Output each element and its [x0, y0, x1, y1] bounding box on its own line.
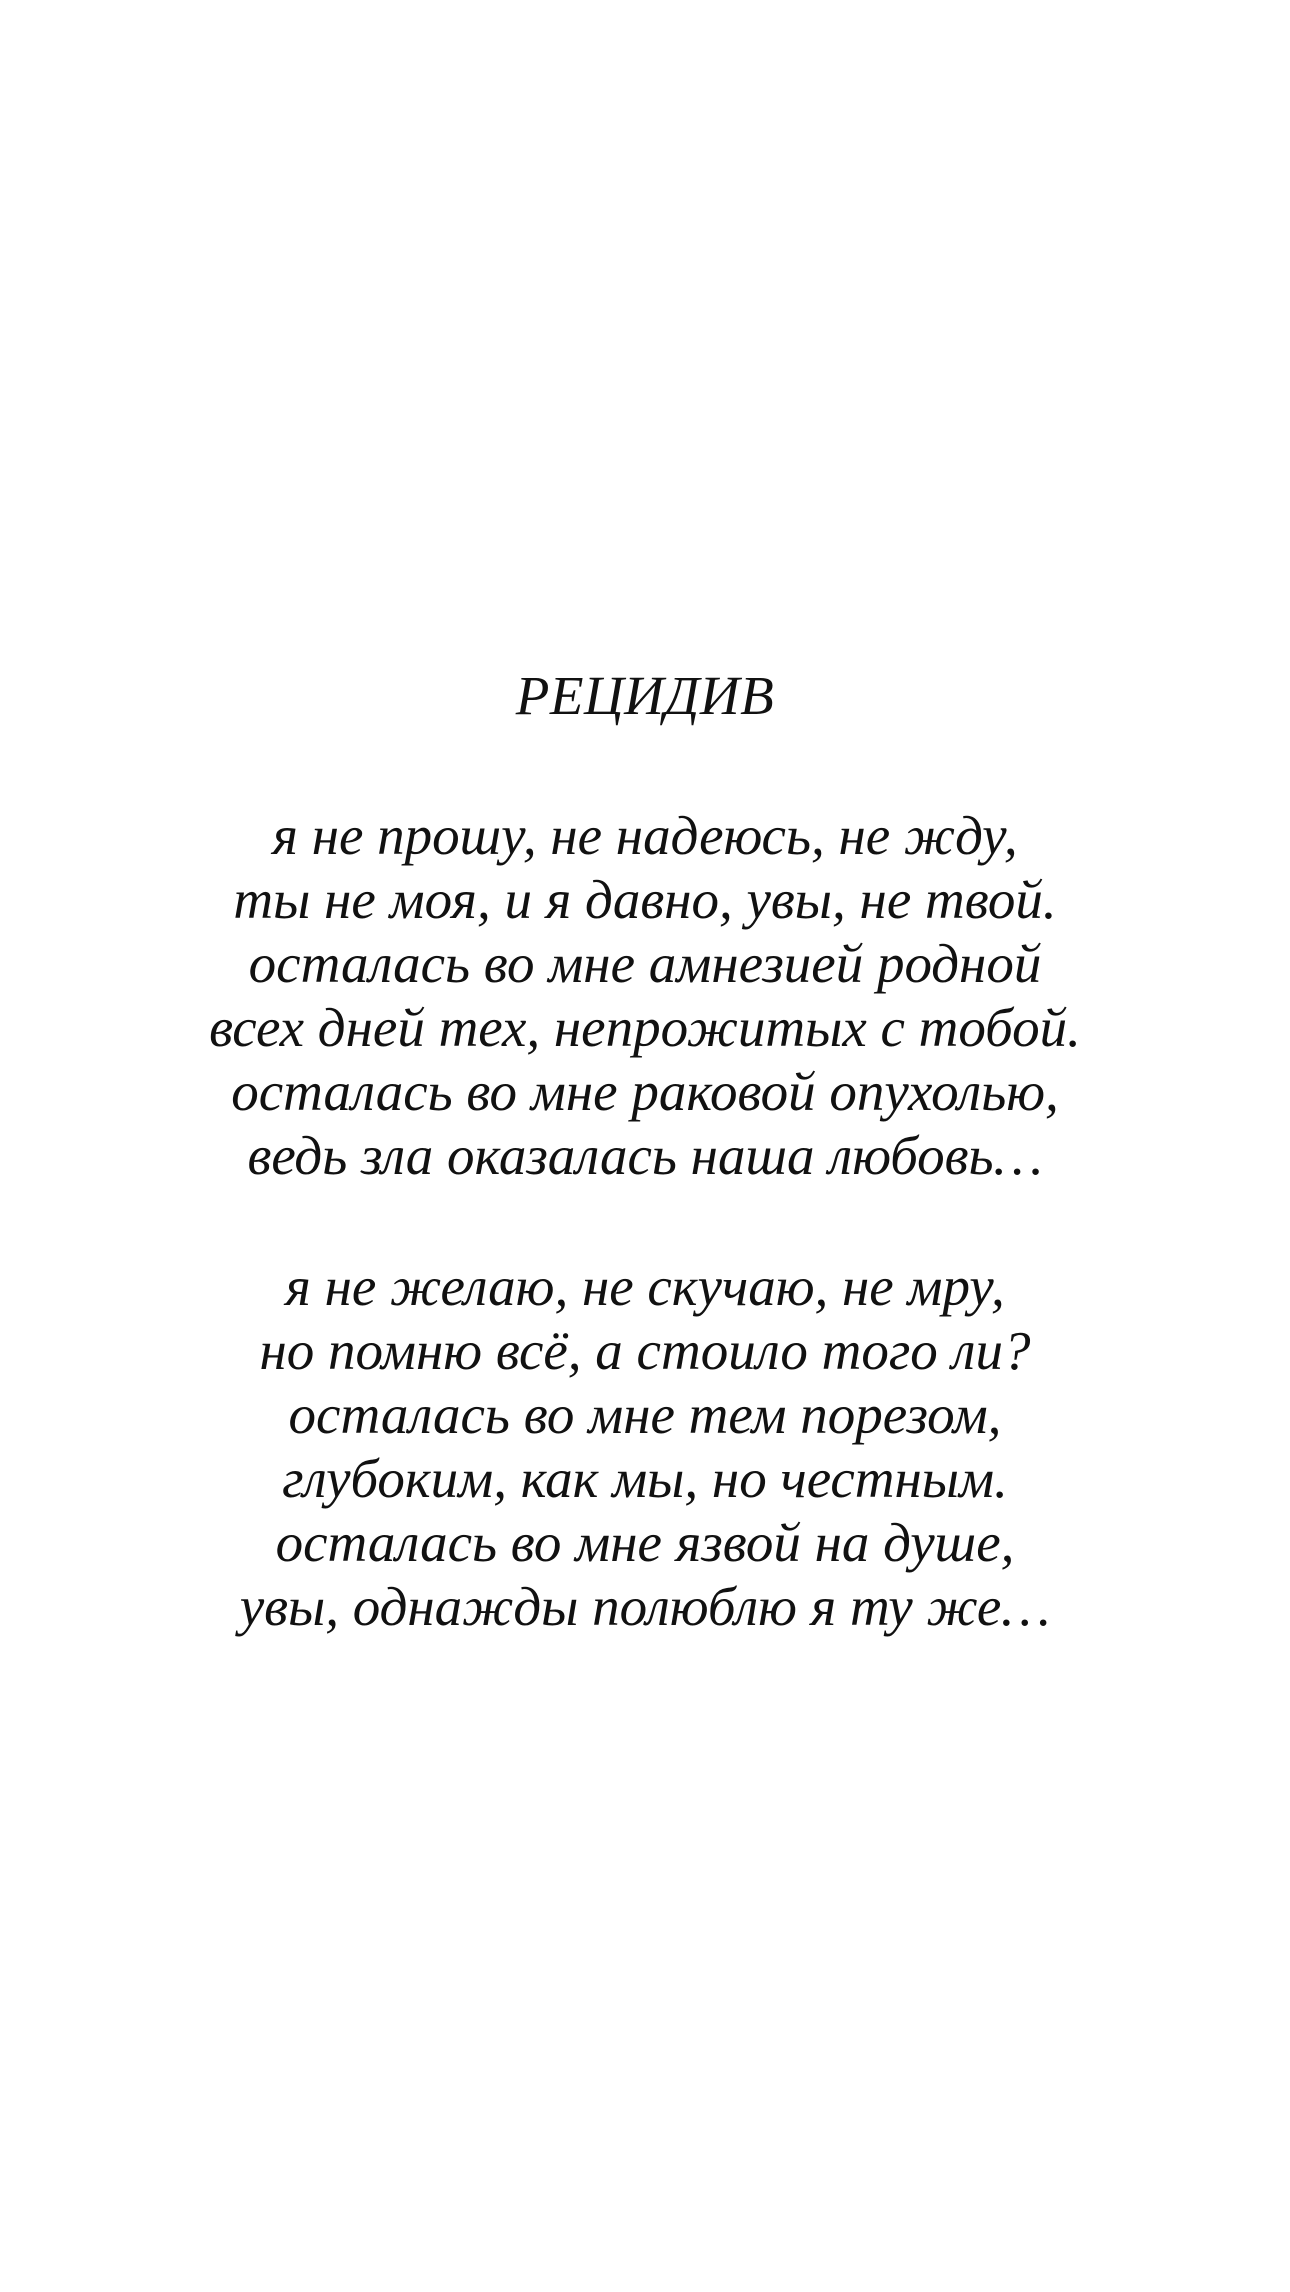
- stanza-1: [0, 804, 1290, 1188]
- poem-line: осталась во мне амнезией родной: [248, 933, 1042, 994]
- poem-line: осталась во мне раковой опухолью,: [231, 1061, 1059, 1122]
- poem-line: я не желаю, не скучаю, не мру,: [285, 1256, 1005, 1317]
- poem-line: всех дней тех, непрожитых с тобой.: [209, 997, 1081, 1058]
- poem-line: я не прошу, не надеюсь, не жду,: [272, 805, 1018, 866]
- poem-line: но помню всё, а стоило того ли?: [259, 1320, 1031, 1381]
- stanza-2: [0, 1255, 1290, 1639]
- poem-line: осталась во мне язвой на душе,: [275, 1512, 1015, 1573]
- poem: [0, 658, 1290, 1639]
- poem-title: РЕЦИДИВ: [515, 665, 775, 726]
- poem-line: ты не моя, и я давно, увы, не твой.: [233, 869, 1057, 930]
- poem-line: глубоким, как мы, но честным.: [282, 1448, 1008, 1509]
- poem-line: ведь зла оказалась наша любовь…: [247, 1125, 1043, 1186]
- poem-line: увы, однажды полюблю я ту же…: [239, 1576, 1051, 1637]
- poem-line: осталась во мне тем порезом,: [288, 1384, 1002, 1445]
